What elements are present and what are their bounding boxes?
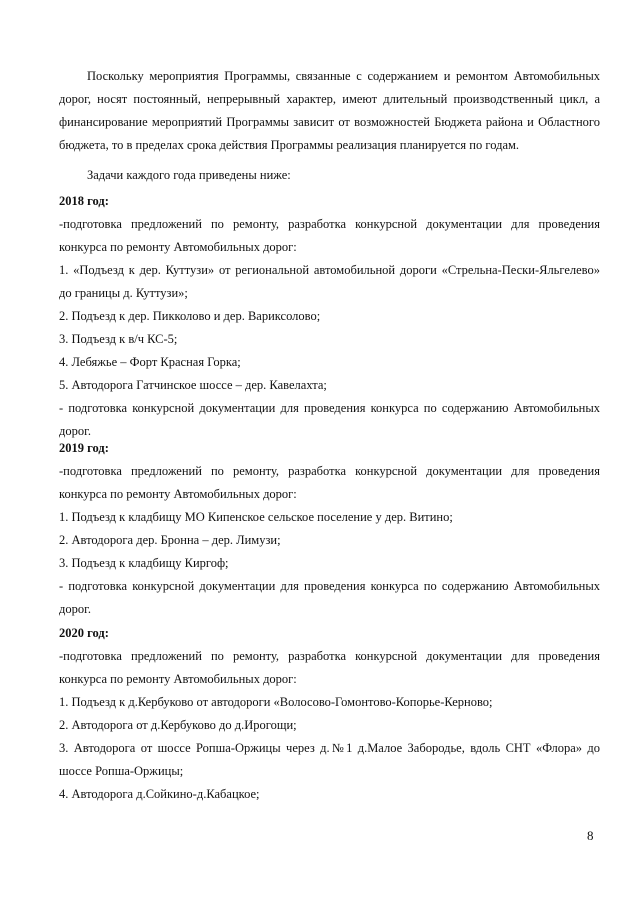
repair-prep-2018: -подготовка предложений по ремонту, разработка конкурсной документации для проведения конкурса по ремонту Автомобильных дорог:: [59, 217, 600, 254]
year-heading-2020: 2020 год:: [59, 626, 109, 640]
section-2019: [59, 437, 600, 621]
list-item: 3. Подъезд к в/ч КС-5;: [59, 332, 178, 346]
year-heading-2018: 2018 год:: [59, 194, 109, 208]
section-2020: [59, 622, 600, 806]
repair-prep-2020: -подготовка предложений по ремонту, разработка конкурсной документации для проведения конкурса по ремонту Автомобильных дорог:: [59, 649, 600, 686]
list-item: 4. Лебяжье – Форт Красная Горка;: [59, 355, 241, 369]
list-item: 3. Подъезд к кладбищу Киргоф;: [59, 556, 229, 570]
maintenance-prep-2019: - подготовка конкурсной документации для проведения конкурса по содержанию Автомобильных дорог.: [59, 579, 600, 616]
maintenance-prep-2018: - подготовка конкурсной документации для проведения конкурса по содержанию Автомобильных дорог.: [59, 401, 600, 438]
list-item: 5. Автодорога Гатчинское шоссе – дер. Кавелахта;: [59, 378, 327, 392]
section-2018: [59, 190, 600, 443]
list-item: 1. «Подъезд к дер. Куттузи» от региональной автомобильной дороги «Стрельна-Пески-Яльгелево» до границы д. Куттузи»;: [59, 263, 600, 300]
tasks-intro: Задачи каждого года приведены ниже:: [87, 168, 291, 182]
list-item: 1. Подъезд к кладбищу МО Кипенское сельское поселение у дер. Витино;: [59, 510, 453, 524]
list-item: 3. Автодорога от шоссе Ропша-Оржицы через д.№1 д.Малое Забородье, вдоль СНТ «Флора» до шоссе Ропша-Оржицы;: [59, 741, 600, 778]
list-item: 2. Подъезд к дер. Пикколово и дер. Вариксолово;: [59, 309, 321, 323]
list-item: 4. Автодорога д.Сойкино-д.Кабацкое;: [59, 787, 260, 801]
list-item: 2. Автодорога от д.Кербуково до д.Ирогощи;: [59, 718, 297, 732]
repair-prep-2019: -подготовка предложений по ремонту, разработка конкурсной документации для проведения конкурса по ремонту Автомобильных дорог:: [59, 464, 600, 501]
list-item: 2. Автодорога дер. Бронна – дер. Лимузи;: [59, 533, 281, 547]
year-heading-2019: 2019 год:: [59, 441, 109, 455]
list-item: 1. Подъезд к д.Кербуково от автодороги «Волосово-Гомонтово-Копорье-Керново;: [59, 695, 493, 709]
page-number: 8: [587, 828, 594, 843]
intro-paragraph: Поскольку мероприятия Программы, связанные с содержанием и ремонтом Автомобильных дорог, носят постоянный, непрерывный характер, имеют длительный производственный цикл, а финансирование мероприятий Программы зависит от возможностей Бюджета района и Областного бюджета, то в пределах срока действия Программы реализация планируется по годам.: [59, 69, 600, 152]
